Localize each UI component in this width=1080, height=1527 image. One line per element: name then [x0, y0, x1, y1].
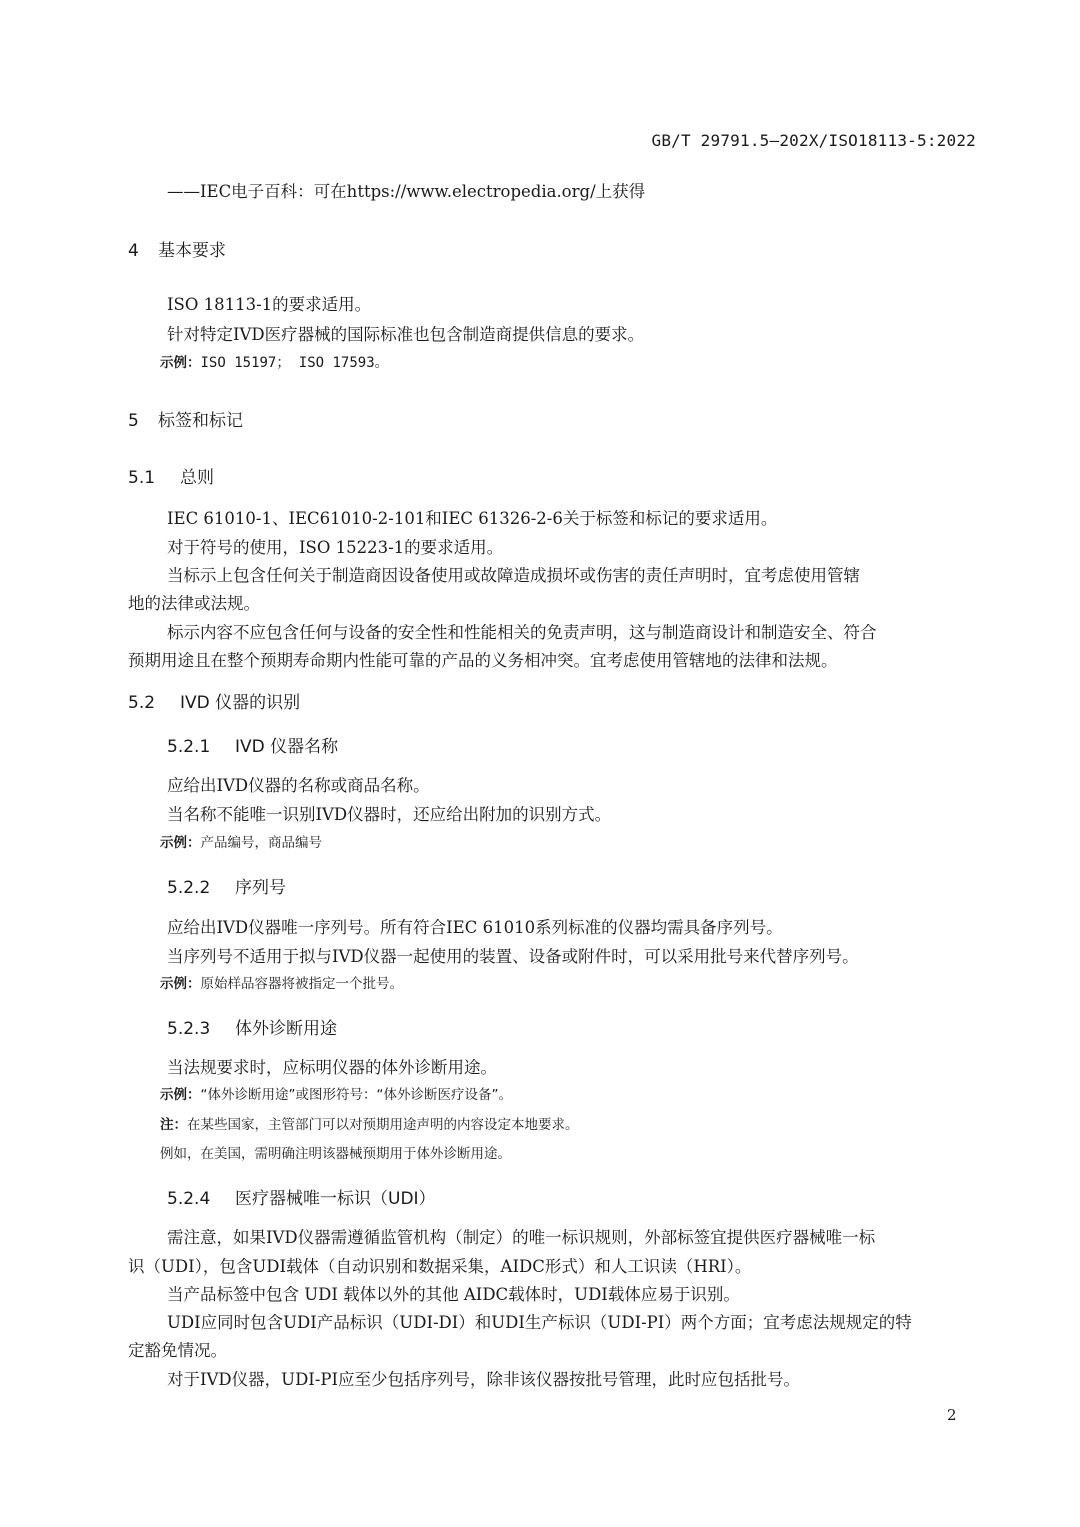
section-title: IVD 仪器名称 — [235, 737, 339, 757]
section-number: 5.2.4 — [167, 1189, 211, 1209]
section-title: 医疗器械唯一标识（UDI） — [235, 1189, 436, 1209]
section-5-2-4-heading — [167, 1184, 436, 1209]
example-label: 示例： — [160, 835, 201, 851]
paragraph: 应给出IVD仪器的名称或商品名称。 — [167, 776, 430, 795]
section-title: 标签和标记 — [158, 411, 243, 431]
example — [160, 1083, 512, 1103]
paragraph-line: 标示内容不应包含任何与设备的安全性和性能相关的免责声明，这与制造商设计和制造安全、符合 — [167, 623, 877, 642]
section-5-2-1-heading — [167, 732, 338, 757]
section-number: 5 — [128, 411, 139, 431]
paragraph-line: UDI应同时包含UDI产品标识（UDI-DI）和UDI生产标识（UDI-PI）两个方面；宜考虑法规规定的特 — [167, 1313, 912, 1332]
section-title: 体外诊断用途 — [235, 1019, 337, 1039]
paragraph-line: 地的法律或法规。 — [128, 594, 260, 613]
section-title: IVD 仪器的识别 — [180, 693, 301, 713]
example — [160, 351, 389, 372]
paragraph-line: 需注意，如果IVD仪器需遵循监管机构（制定）的唯一标识规则，外部标签宜提供医疗器械唯一标 — [167, 1228, 876, 1247]
example-label: 示例： — [160, 976, 201, 992]
paragraph: 当法规要求时，应标明仪器的体外诊断用途。 — [167, 1058, 497, 1077]
paragraph-line: 当标示上包含任何关于制造商因设备使用或故障造成损坏或伤害的责任声明时，宜考虑使用管辖 — [167, 566, 860, 585]
section-number: 5.2.2 — [167, 878, 211, 898]
section-number: 5.2.1 — [167, 737, 211, 757]
paragraph-line: 定豁免情况。 — [128, 1341, 227, 1360]
section-5-2-3-heading — [167, 1014, 337, 1039]
section-number: 5.1 — [128, 468, 156, 488]
section-5-2-2-heading — [167, 873, 286, 898]
standard-code: GB/T 29791.5—202X/ISO18113-5:2022 — [651, 131, 976, 150]
section-number: 4 — [128, 241, 139, 261]
note-text: 在某些国家，主管部门可以对预期用途声明的内容设定本地要求。 — [187, 1117, 579, 1133]
paragraph-line: 识（UDI），包含UDI载体（自动识别和数据采集，AIDC形式）和人工识读（HRI）。 — [128, 1257, 752, 1276]
section-title: 序列号 — [235, 878, 286, 898]
paragraph: 当名称不能唯一识别IVD仪器时，还应给出附加的识别方式。 — [167, 805, 612, 824]
paragraph: 当产品标签中包含 UDI 载体以外的其他 AIDC载体时，UDI载体应易于识别。 — [167, 1285, 740, 1304]
paragraph: 对于IVD仪器，UDI-PI应至少包括序列号，除非该仪器按批号管理，此时应包括批号。 — [167, 1370, 801, 1389]
section-5-1-heading — [128, 463, 214, 488]
section-4-heading — [128, 236, 226, 261]
page-number: 2 — [947, 1406, 957, 1424]
example-label: 示例： — [160, 1087, 201, 1103]
note-continuation: 例如，在美国，需明确注明该器械预期用于体外诊断用途。 — [160, 1146, 511, 1162]
example-text: 产品编号，商品编号 — [200, 835, 322, 851]
section-number: 5.2.3 — [167, 1019, 211, 1039]
paragraph: IEC 61010-1、IEC61010-2-101和IEC 61326-2-6关于标签和标记的要求适用。 — [167, 509, 778, 528]
paragraph-line: 预期用途且在整个预期寿命期内性能可靠的产品的义务相冲突。宜考虑使用管辖地的法律和法规。 — [128, 651, 838, 670]
paragraph: 当序列号不适用于拟与IVD仪器一起使用的装置、设备或附件时，可以采用批号来代替序列号。 — [167, 947, 859, 966]
intro-line: ——IEC电子百科：可在https://www.electropedia.org/上获得 — [167, 182, 646, 201]
paragraph: ISO 18113-1的要求适用。 — [167, 295, 372, 314]
note — [160, 1113, 579, 1133]
paragraph: 应给出IVD仪器唯一序列号。所有符合IEC 61010系列标准的仪器均需具备序列号。 — [167, 918, 783, 937]
section-title: 基本要求 — [158, 241, 226, 261]
paragraph: 针对特定IVD医疗器械的国际标准也包含制造商提供信息的要求。 — [167, 325, 645, 344]
example — [160, 831, 322, 851]
example-label: 示例： — [160, 355, 201, 371]
note-label: 注： — [160, 1117, 187, 1133]
example — [160, 972, 403, 992]
section-5-2-heading — [128, 688, 300, 713]
section-5-heading — [128, 406, 243, 431]
example-text: 原始样品容器将被指定一个批号。 — [200, 976, 403, 992]
section-title: 总则 — [180, 468, 214, 488]
example-text: ISO 15197； ISO 17593。 — [200, 355, 389, 371]
paragraph: 对于符号的使用，ISO 15223-1的要求适用。 — [167, 538, 504, 557]
example-text: “体外诊断用途”或图形符号：“体外诊断医疗设备”。 — [200, 1087, 512, 1103]
section-number: 5.2 — [128, 693, 156, 713]
